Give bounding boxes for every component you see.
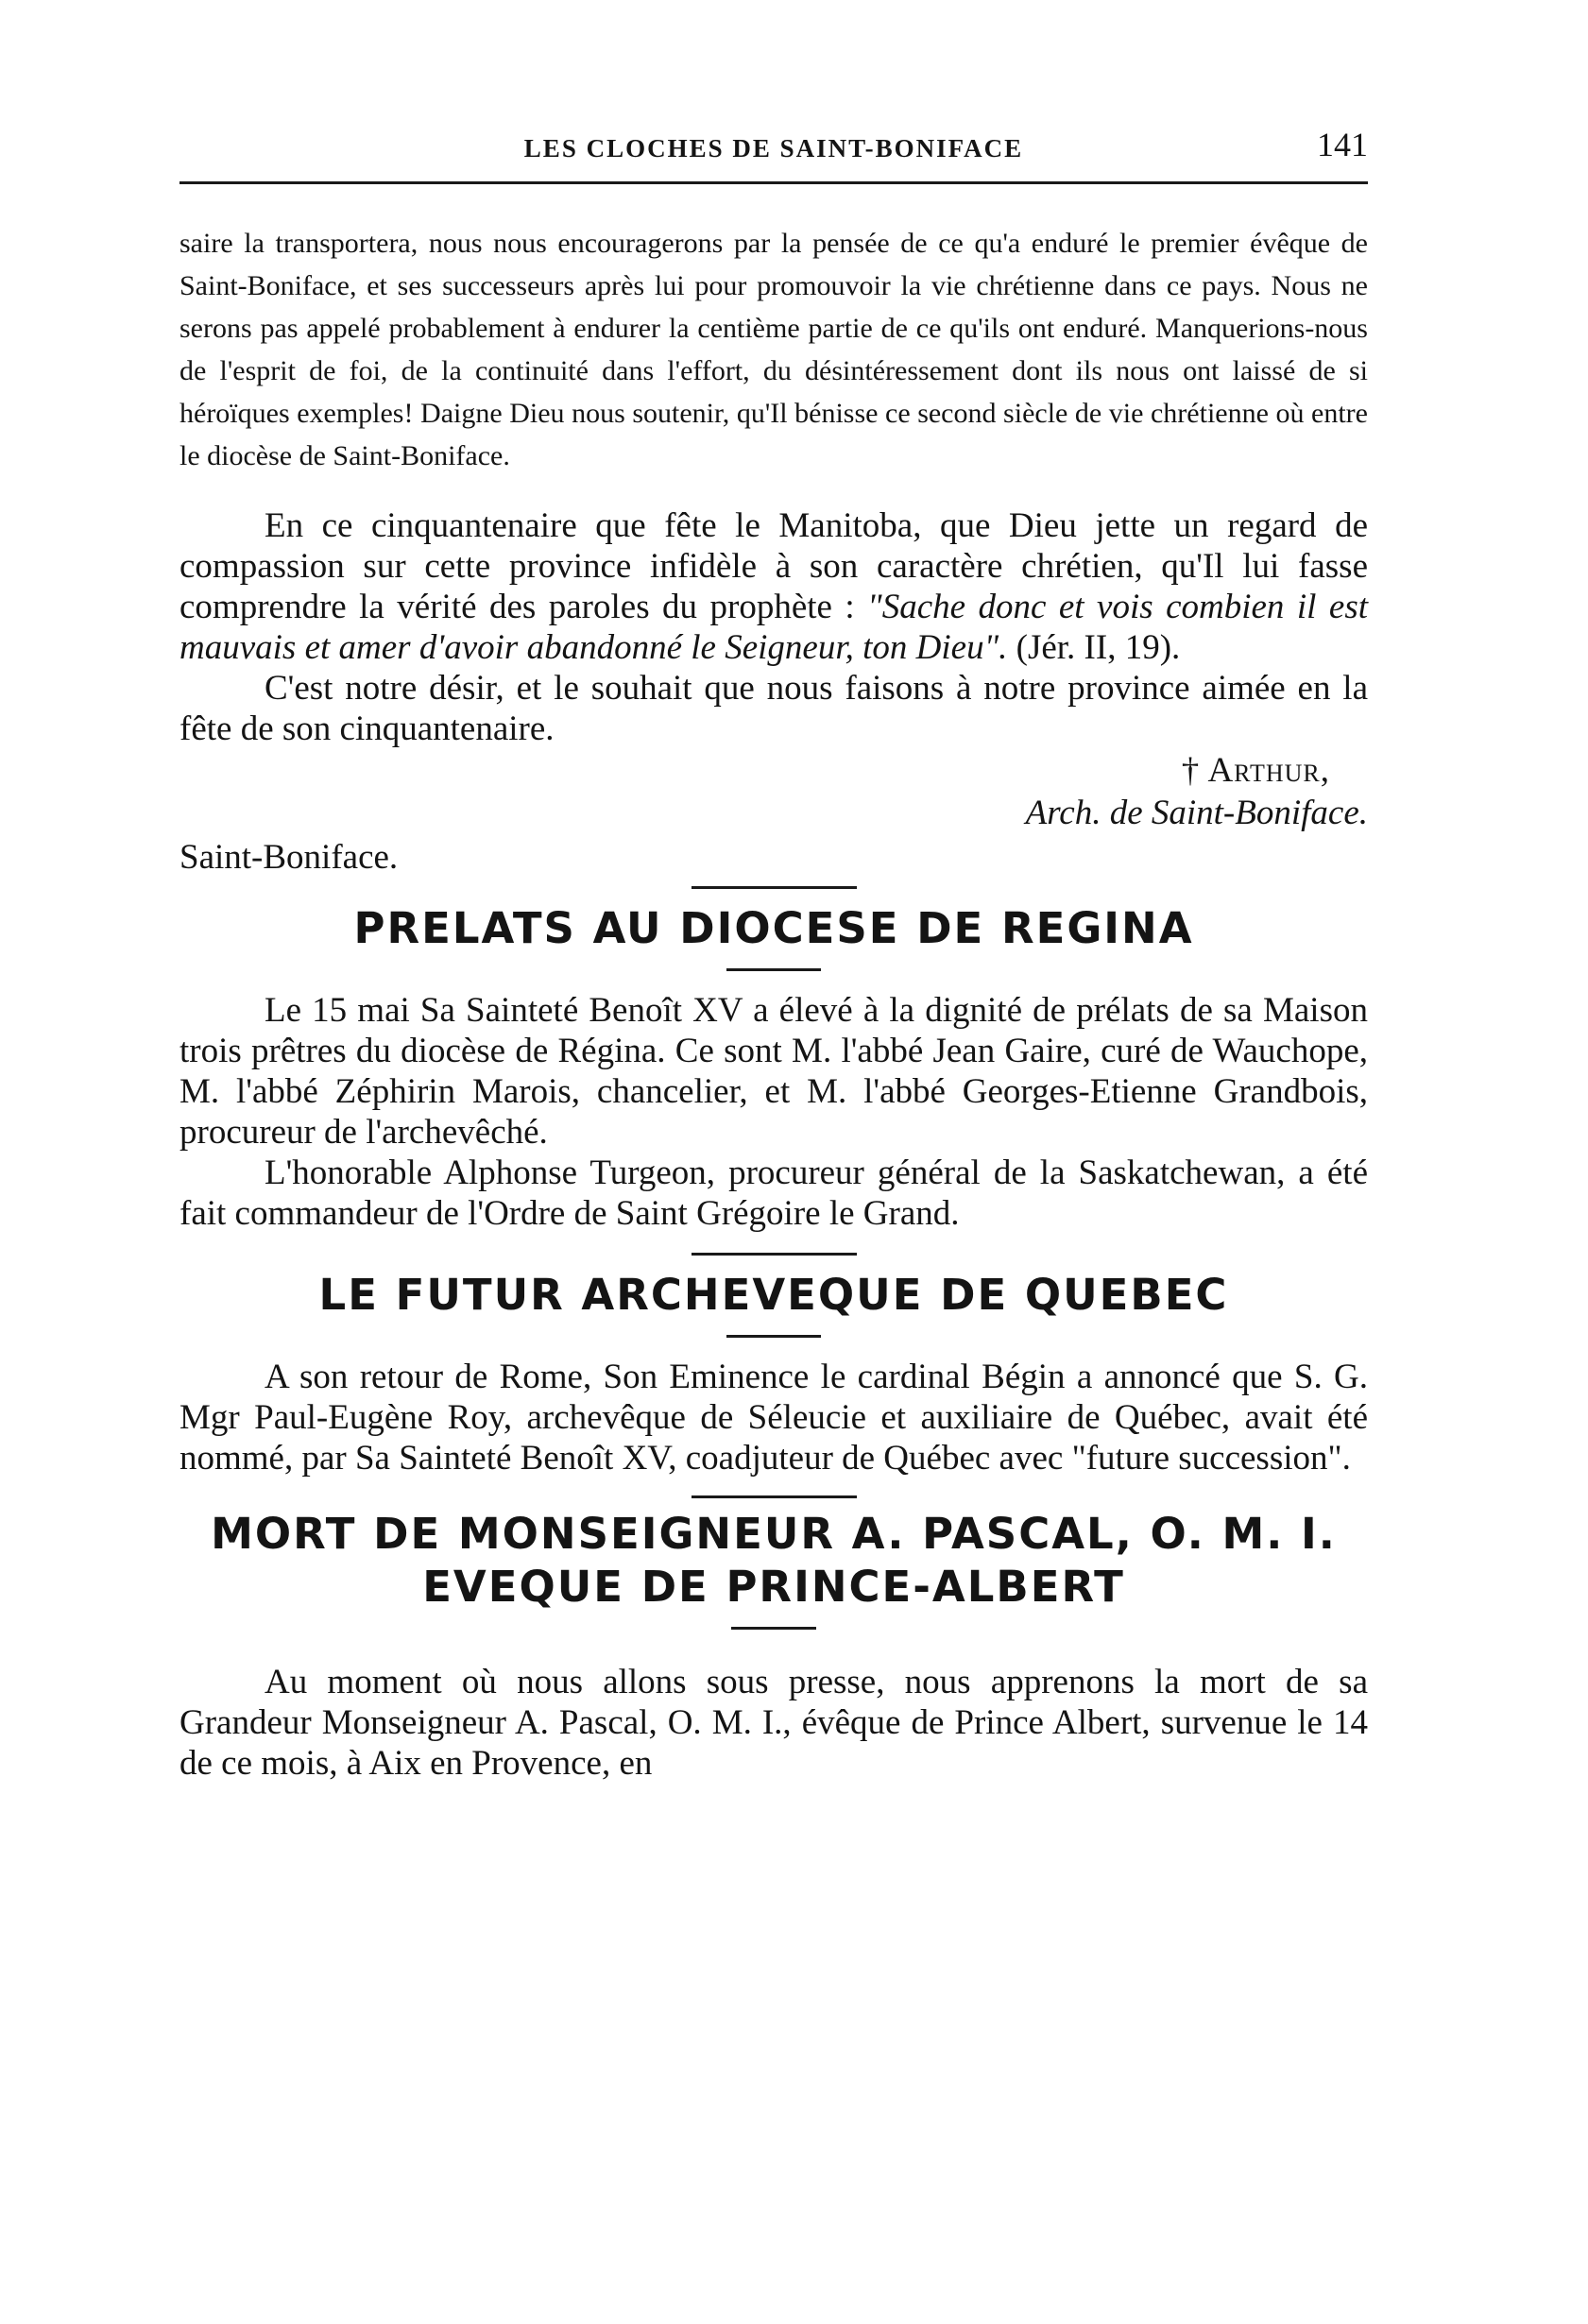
- section-title-pascal-line-2: EVEQUE DE PRINCE-ALBERT: [422, 1562, 1125, 1612]
- signature-place: Saint-Boniface.: [179, 838, 399, 877]
- section-title-quebec: LE FUTUR ARCHEVEQUE DE QUEBEC: [318, 1270, 1229, 1320]
- wish-paragraph: C'est notre désir, et le souhait que nous faisons à notre province aimée en la fête de son cinquantenaire.: [179, 669, 1368, 748]
- pascal-paragraph: Au moment où nous allons sous presse, nous apprenons la mort de sa Grandeur Monseigneur A. Pascal, O. M. I., évêque de Prince Albert, survenue le 14 de ce mois, à Aix en Provence, en: [179, 1663, 1368, 1783]
- section-title-pascal: [179, 1508, 1368, 1614]
- signature-title: Arch. de Saint-Boniface.: [1025, 794, 1368, 832]
- title-underline: [726, 968, 821, 971]
- page-number: 141: [1317, 126, 1368, 163]
- scripture-reference: (Jér. II, 19).: [1007, 628, 1181, 667]
- section-separator: [692, 886, 857, 889]
- running-header: [179, 113, 1368, 176]
- signature-name: † Arthur,: [1181, 751, 1330, 790]
- book-page: [179, 113, 1368, 1784]
- jubilee-paragraph: [179, 505, 1368, 668]
- section-title-pascal-line-1: MORT DE MONSEIGNEUR A. PASCAL, O. M. I.: [211, 1509, 1337, 1559]
- section-separator: [692, 1253, 857, 1256]
- header-rule: [179, 181, 1368, 184]
- regina-paragraph-2: L'honorable Alphonse Turgeon, procureur général de la Saskatchewan, a été fait commandeur de l'Ordre de Saint Grégoire le Grand.: [179, 1153, 1368, 1233]
- intro-paragraph: saire la transportera, nous nous encouragerons par la pensée de ce qu'a enduré le premier évêque de Saint-Boniface, et ses successeurs après lui pour promouvoir la vie chrétienne dans ce pays. Nous ne serons pas appelé probablement à endurer la centième partie de ce qu'ils ont enduré. Manquerions-nous de l'esprit de foi, de la continuité dans l'effort, du désintéressement dont ils nous ont laissé de si héroïques exemples! Daigne Dieu nous soutenir, qu'Il bénisse ce second siècle de vie chrétienne où entre le diocèse de Saint-Boniface.: [179, 228, 1368, 471]
- section-separator: [692, 1495, 857, 1498]
- signature-block: [179, 749, 1368, 834]
- regina-paragraph-1: Le 15 mai Sa Sainteté Benoît XV a élevé à la dignité de prélats de sa Maison trois prêtres du diocèse de Régina. Ce sont M. l'abbé Jean Gaire, curé de Wauchope, M. l'abbé Zéphirin Marois, chancelier, et M. l'abbé Georges-Etienne Grandbois, procureur de l'archevêché.: [179, 991, 1368, 1152]
- quebec-paragraph: A son retour de Rome, Son Eminence le cardinal Bégin a annoncé que S. G. Mgr Paul-Eugène Roy, archevêque de Séleucie et auxiliaire de Québec, avait été nommé, par Sa Sainteté Benoît XV, coadjuteur de Québec avec "future succession".: [179, 1358, 1368, 1478]
- scripture-quote: "Sache donc et vois combien il est mauvais et amer d'avoir abandonné le Seigneur, ton Dieu".: [179, 588, 1368, 667]
- jubilee-text: En ce cinquantenaire que fête le Manitoba, que Dieu jette un regard de compassion sur cette province infidèle à son caractère chrétien, qu'Il lui fasse comprendre la vérité des paroles du prophète :: [179, 506, 1368, 626]
- title-underline: [726, 1335, 821, 1338]
- running-title: LES CLOCHES DE SAINT-BONIFACE: [523, 134, 1024, 162]
- section-title-regina: PRELATS AU DIOCESE DE REGINA: [353, 903, 1194, 953]
- title-underline: [731, 1627, 816, 1630]
